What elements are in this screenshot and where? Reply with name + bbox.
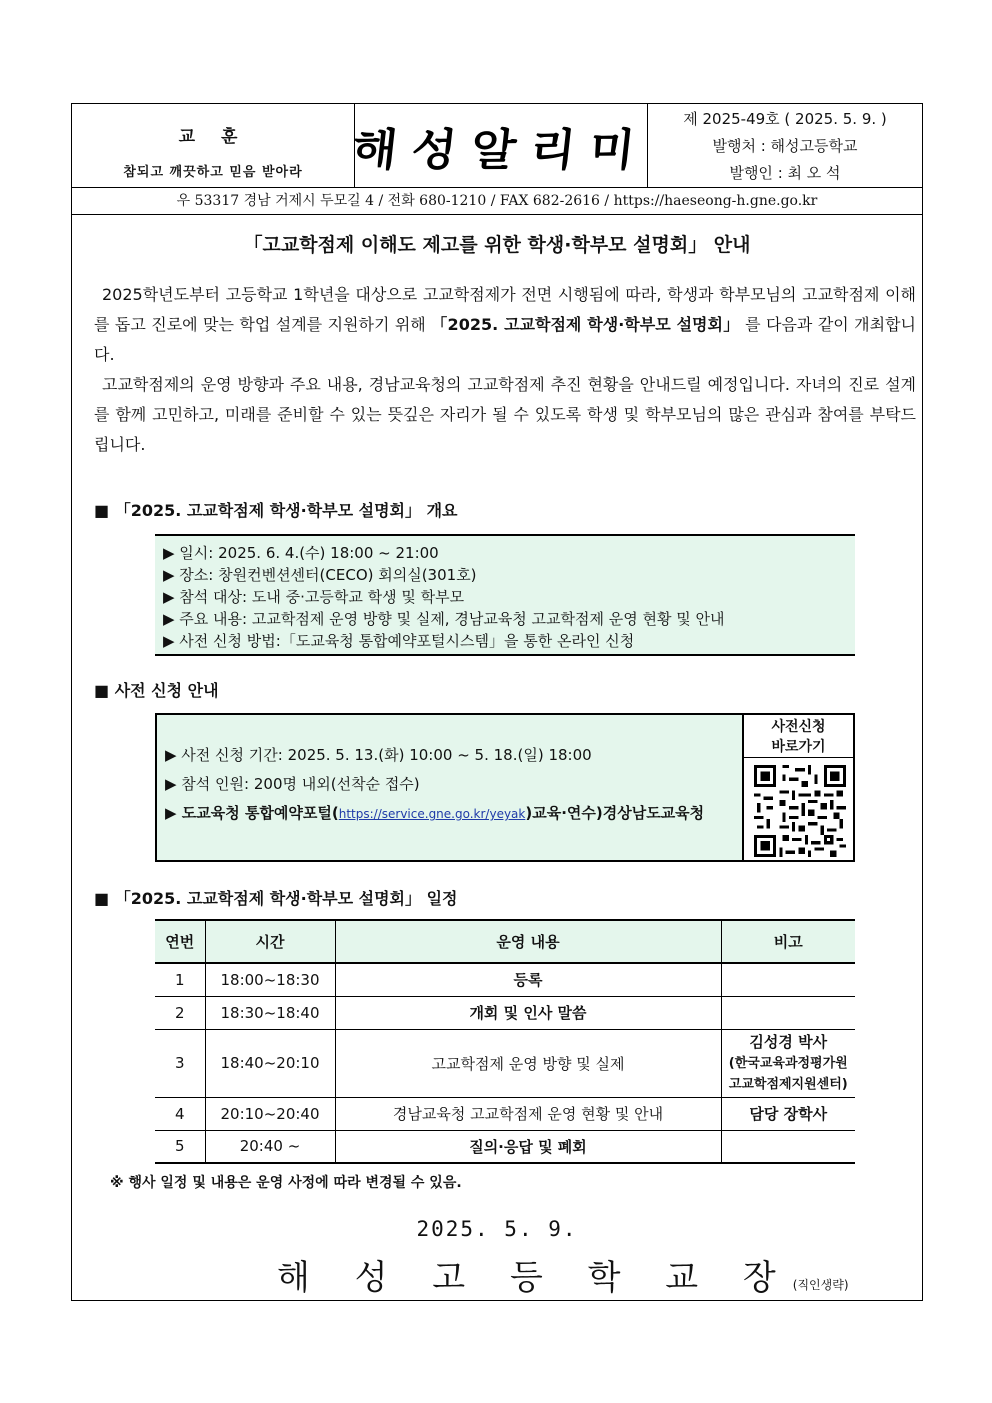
row-content: 개회 및 인사 말씀 <box>335 996 721 1029</box>
row-time: 18:00~18:30 <box>205 963 335 996</box>
overview-item-date: ▶ 일시: 2025. 6. 4.(수) 18:00 ~ 21:00 <box>163 544 439 562</box>
schedule-header-row <box>155 920 855 963</box>
publisher: 발행처 : 해성고등학교 <box>712 137 858 155</box>
motto-title: 교 훈 <box>178 127 248 147</box>
row-note <box>721 1130 855 1163</box>
newsletter-title: 해성알리미 <box>349 125 652 176</box>
newsletter-title-box <box>349 104 652 188</box>
principal-signature <box>277 1250 849 1299</box>
newsletter-header <box>72 104 922 188</box>
row-time: 18:40~20:10 <box>205 1029 335 1097</box>
row-no: 3 <box>155 1029 205 1097</box>
intro-text-a: 2025학년도부터 고등학교 1학년을 대상으로 고교학점제가 전면 시행됨에 따라, 학생과 학부모님의 고교학점제 이해를 돕고 진로에 맞는 학업 설계를 지원하기 위해 <box>94 285 916 334</box>
qr-label-line-1: 사전신청 <box>771 719 826 735</box>
table-row <box>155 1029 855 1097</box>
qr-panel <box>742 715 853 860</box>
school-motto <box>72 104 355 188</box>
row-note <box>721 1029 855 1097</box>
overview-item-method: ▶ 사전 신청 방법:「도교육청 통합예약포털시스템」을 통한 온라인 신청 <box>163 632 635 650</box>
newsletter-frame <box>71 103 923 1301</box>
table-row <box>155 1130 855 1163</box>
intro-text-b: 를 다음과 같이 개최합니다. <box>94 315 917 364</box>
issuer: 발행인 : 최 오 석 <box>729 164 841 182</box>
row-note: 담당 장학사 <box>721 1097 855 1130</box>
registration-heading: ■ 사전 신청 안내 <box>94 681 219 700</box>
row-content: 경남교육청 고교학점제 운영 현황 및 안내 <box>335 1097 721 1130</box>
row-content: 고교학점제 운영 방향 및 실제 <box>335 1029 721 1097</box>
row-content: 등록 <box>335 963 721 996</box>
row-content: 질의·응답 및 폐회 <box>335 1130 721 1163</box>
col-header-no: 연번 <box>155 920 205 963</box>
intro-paragraph-2: 고교학점제의 운영 방향과 주요 내용, 경남교육청의 고교학점제 추진 현황을 안내드릴 예정입니다. 자녀의 진로 설계를 함께 고민하고, 미래를 준비할 수 있는 뜻깊은 자리가 될 수 있도록 학생 및 학부모님의 많은 관심과 참여를 부탁드립니다. <box>94 375 916 454</box>
portal-link[interactable]: https://service.gne.go.kr/yeyak <box>338 807 526 821</box>
col-header-content: 운영 내용 <box>335 920 721 963</box>
intro-paragraph-1 <box>94 280 916 370</box>
table-row <box>155 996 855 1029</box>
row-time: 20:40 ~ <box>205 1130 335 1163</box>
registration-box <box>155 713 855 862</box>
table-row <box>155 963 855 996</box>
motto-text: 참되고 깨끗하고 믿음 받아라 <box>123 165 303 180</box>
qr-label <box>744 715 853 758</box>
col-header-time: 시간 <box>205 920 335 963</box>
note-line-1: 김성경 박사 <box>749 1032 828 1051</box>
address-line: 우 53317 경남 거제시 두모길 4 / 전화 680-1210 / FAX 682-2616 / https://haeseong-h.gne.go.kr <box>72 188 922 215</box>
row-note <box>721 963 855 996</box>
registration-period: ▶ 사전 신청 기간: 2025. 5. 13.(화) 10:00 ~ 5. 18.(일) 18:00 <box>165 746 592 764</box>
overview-heading: ■ 「2025. 고교학점제 학생·학부모 설명회」 개요 <box>94 501 458 520</box>
portal-suffix: )교육·연수)경상남도교육청 <box>525 804 705 822</box>
row-no: 2 <box>155 996 205 1029</box>
schedule-heading: ■ 「2025. 고교학점제 학생·학부모 설명회」 일정 <box>94 889 458 908</box>
registration-capacity: ▶ 참석 인원: 200명 내외(선착순 접수) <box>165 775 420 793</box>
note-line-3: 고교학점제지원센터) <box>728 1076 848 1092</box>
seal-note: (직인생략) <box>792 1278 849 1292</box>
principal-title: 해 성 고 등 학 교 장 <box>277 1258 793 1298</box>
row-no: 4 <box>155 1097 205 1130</box>
issue-info <box>648 104 922 188</box>
issue-number: 제 2025-49호 ( 2025. 5. 9. ) <box>683 110 887 128</box>
note-line-2: (한국교육과정평가원 <box>728 1055 848 1071</box>
row-time: 20:10~20:40 <box>205 1097 335 1130</box>
col-header-note: 비고 <box>721 920 855 963</box>
issue-date: 2025. 5. 9. <box>416 1217 578 1241</box>
table-row <box>155 1097 855 1130</box>
schedule-footnote: ※ 행사 일정 및 내용은 운영 사정에 따라 변경될 수 있음. <box>110 1175 462 1191</box>
qr-label-line-2: 바로가기 <box>771 739 826 755</box>
main-title: 「고교학점제 이해도 제고를 위한 학생·학부모 설명회」 안내 <box>243 234 751 256</box>
overview-box <box>155 534 855 656</box>
overview-item-place: ▶ 장소: 창원컨벤션센터(CECO) 회의실(301호) <box>163 566 477 584</box>
row-no: 5 <box>155 1130 205 1163</box>
qr-code-icon[interactable] <box>754 765 846 857</box>
overview-item-content: ▶ 주요 내용: 고교학점제 운영 방향 및 실제, 경남교육청 고교학점제 운영 현황 및 안내 <box>163 610 725 628</box>
row-time: 18:30~18:40 <box>205 996 335 1029</box>
overview-item-audience: ▶ 참석 대상: 도내 중·고등학교 학생 및 학부모 <box>163 588 465 606</box>
schedule-table <box>155 919 855 1164</box>
registration-details <box>157 715 742 860</box>
intro-event-name: 「2025. 고교학점제 학생·학부모 설명회」 <box>431 315 740 334</box>
row-no: 1 <box>155 963 205 996</box>
portal-prefix: ▶ 도교육청 통합예약포털( <box>165 804 339 822</box>
registration-portal <box>165 799 742 829</box>
row-note <box>721 996 855 1029</box>
